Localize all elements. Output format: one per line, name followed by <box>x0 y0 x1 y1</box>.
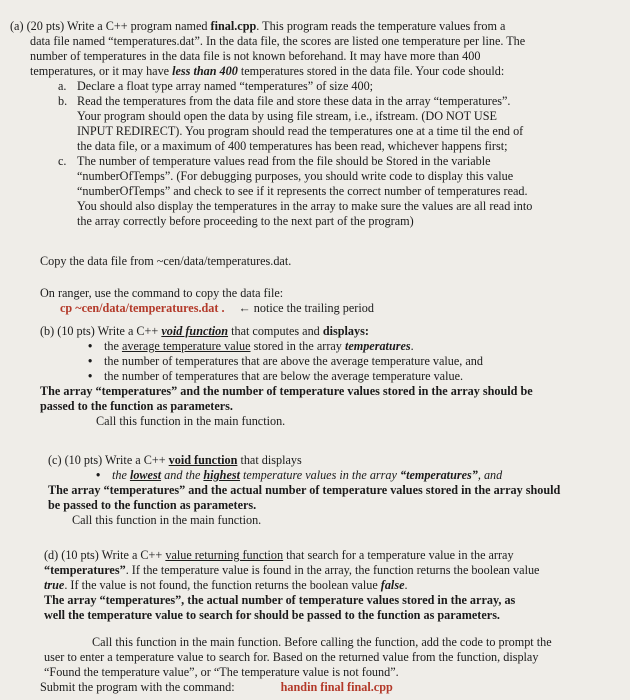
submit-instructions: Submit the program with the command: handin final final.cpp <box>40 680 393 694</box>
part-d-head: (d) (10 pts) Write a C++ value returning function that search for a temperature value in the array <box>44 548 514 562</box>
part-b-bullet-3: • the number of temperatures that are below the average temperature value. <box>40 369 580 384</box>
part-c-head: (c) (10 pts) Write a C++ void function that displays <box>48 453 302 467</box>
part-d: (d) (10 pts) Write a C++ value returning function that search for a temperature value in the array “temperatures”. If the temperature value is found in the array, the function returns the boolean value true. If the value is not found, the function returns the boolean value false. The array “temperatures”, the actual number of temperature values stored in the array, as well the temperature value to search for should be passed to the function as parameters. Call this function in the main function. Before calling the function, add the code to prompt the user to enter a temperature value to search for. Based on the returned value from the function, display “Found the temperature value”, or “The temperature value is not found”. <box>44 548 574 680</box>
part-a-item-b: b. Read the temperatures from the data file and store these data in the array “temperatures”. Your program should open the data by using file stream, i.e., ifstream. (DO NOT USE INPUT REDIRECT). You program should read the temperatures one at a time til the end of the data file, or a maximum of 400 temperatures has been read, whichever happens first; <box>58 94 524 153</box>
copy-command: cp ~cen/data/temperatures.dat . ← notice the trailing period <box>60 301 374 315</box>
part-c: (c) (10 pts) Write a C++ void function that displays • the lowest and the highest temperature values in the array “temperatures”, and The array “temperatures” and the actual number of temperature values stored in the array should be passed to the function as parameters. Call this function in the main function. <box>48 453 568 528</box>
part-a-line-1: (a) (20 pts) Write a C++ program named final.cpp. This program reads the temperature values from a <box>10 19 506 33</box>
part-b-bullet-2: • the number of temperatures that are above the average temperature value, and <box>40 354 580 369</box>
part-a-line-3: number of temperatures in the data file is not known beforehand. It may have more than 400 <box>30 49 481 63</box>
part-a-line-4: temperatures, or it may have less than 400 temperatures stored in the data file. Your code should: <box>30 64 505 78</box>
part-b-bullet-1: • the average temperature value stored in the array temperatures. <box>40 339 580 354</box>
part-a <box>10 19 610 229</box>
part-d-line-2: “temperatures”. If the temperature value is found in the array, the function returns the boolean value <box>44 563 540 577</box>
part-c-bullet: • the lowest and the highest temperature values in the array “temperatures”, and <box>48 468 568 483</box>
part-a-item-c: c. The number of temperature values read from the file should be Stored in the variable “numberOfTemps”. (For debugging purposes, you should write code to display this value “numberOfTemps” and check to see if it represents the correct number of temperatures read. You should also display the temperatures in the array to make sure the values are all read into the array correctly before proceeding to the next part of the program) <box>58 154 533 228</box>
part-a-item-a: a. Declare a float type array named “temperatures” of size 400; <box>58 79 374 93</box>
submit-command: handin final final.cpp <box>280 680 393 694</box>
copy-note: Copy the data file from ~cen/data/temperatures.dat. <box>40 254 292 268</box>
part-a-line-2: data file named “temperatures.dat”. In the data file, the scores are listed one temperature per line. The <box>30 34 526 48</box>
part-b-head: (b) (10 pts) Write a C++ void function that computes and displays: <box>40 324 369 338</box>
ranger-instructions: On ranger, use the command to copy the data file: cp ~cen/data/temperatures.dat . ← notice the trailing period <box>40 286 610 316</box>
part-d-line-3: true. If the value is not found, the function returns the boolean value false. <box>44 578 408 592</box>
part-b: (b) (10 pts) Write a C++ void function that computes and displays: • the average temperature value stored in the array temperatures. • the number of temperatures that are above the average temperature value, and • the number of temperatures that are below the average temperature value. The array “temperatures” and the number of temperature values stored in the array should be passed to the function as parameters. Call this function in the main function. <box>40 324 580 429</box>
